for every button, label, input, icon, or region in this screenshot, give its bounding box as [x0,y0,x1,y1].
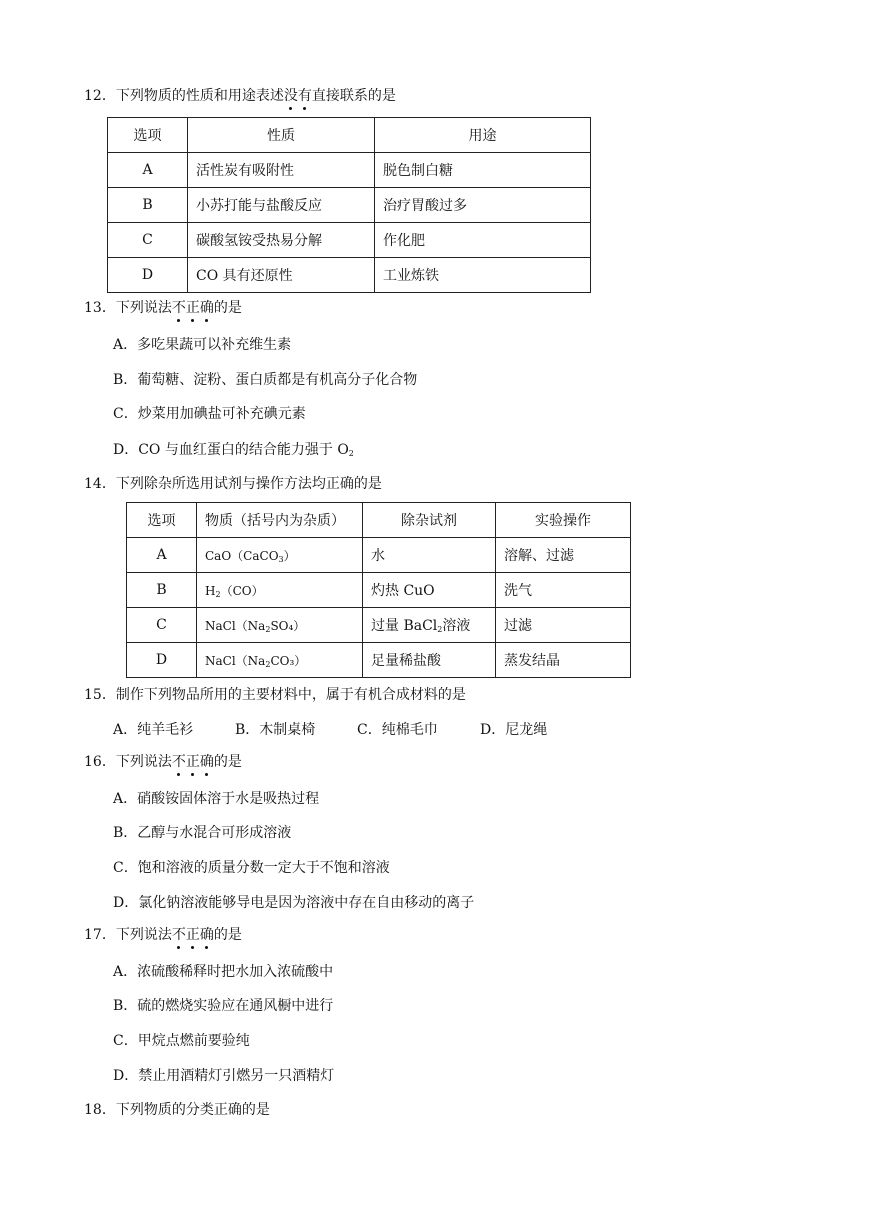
table-row [127,643,631,678]
table-cell: 小苏打能与盐酸反应 [188,188,375,223]
question-15-option-b: B．木制桌椅 [235,722,316,738]
question-13-stem: 13．下列说法不正确的是 [84,300,242,316]
table-header-cell: 实验操作 [496,503,631,538]
table-cell: 水 [363,538,496,573]
emphasis-char: 正 [185,300,200,316]
table-row [127,538,631,573]
emphasis-char: 确 [199,754,214,770]
table-header-cell: 选项 [127,503,197,538]
question-17-option-c: C．甲烷点燃前要验纯 [113,1033,250,1049]
table-header-row [108,118,591,153]
question-13-option-c: C．炒菜用加碘盐可补充碘元素 [113,406,306,422]
table-cell: $NaCl(Na_2CO_3)$ [197,643,363,678]
question-16-option-a: A．硝酸铵固体溶于水是吸热过程 [113,791,320,807]
table-header-cell: 用途 [375,118,591,153]
table-row [108,153,591,188]
table-cell: D [127,643,197,678]
question-14-table [126,502,631,678]
emphasis-char: 确 [199,927,214,943]
table-cell: 溶解、过滤 [496,538,631,573]
table-cell: 过滤 [496,608,631,643]
question-15-option-c: C．纯棉毛巾 [357,722,438,738]
table-row [108,223,591,258]
table-row [127,573,631,608]
table-header-cell: 除杂试剂 [363,503,496,538]
question-17-stem: 17．下列说法不正确的是 [84,927,242,943]
table-cell: C [108,223,188,258]
question-17-option-b: B．硫的燃烧实验应在通风橱中进行 [113,998,334,1014]
question-15-option-a: A．纯羊毛衫 [113,722,194,738]
table-cell: A [127,538,197,573]
table-cell: 洗气 [496,573,631,608]
table-cell: B [127,573,197,608]
question-15-options [113,720,547,740]
emphasis-char: 没 [283,88,298,104]
table-cell: 足量稀盐酸 [363,643,496,678]
emphasis-char: 有 [297,88,312,104]
question-17-option-a: A．浓硫酸稀释时把水加入浓硫酸中 [113,964,334,980]
table-cell: B [108,188,188,223]
table-cell: A [108,153,188,188]
question-18-stem: 18．下列物质的分类正确的是 [84,1102,270,1118]
table-header-cell: 物质（括号内为杂质） [197,503,363,538]
table-header-cell: 性质 [188,118,375,153]
question-13-option-d: D．CO 与血红蛋白的结合能力强于 $O_2$ [113,442,354,458]
table-cell: 过量 BaCl$_2$溶液 [363,608,496,643]
emphasis-char: 正 [185,927,200,943]
table-cell: 脱色制白糖 [375,153,591,188]
table-cell: 蒸发结晶 [496,643,631,678]
table-cell: 工业炼铁 [375,258,591,293]
emphasis-char: 不 [171,927,186,943]
question-15-stem: 15．制作下列物品所用的主要材料中，属于有机合成材料的是 [84,687,466,703]
table-cell: 灼热 CuO [363,573,496,608]
table-cell: CaO（CaCO$_3$） [197,538,363,573]
question-15-option-d: D．尼龙绳 [480,722,548,738]
question-13-option-a: A．多吃果蔬可以补充维生素 [113,337,292,353]
table-cell: CO 具有还原性 [188,258,375,293]
question-16-option-b: B．乙醇与水混合可形成溶液 [113,825,292,841]
emphasis-char: 不 [171,300,186,316]
table-cell: 治疗胃酸过多 [375,188,591,223]
table-cell: $H_2(CO)$ [197,573,363,608]
table-row [127,608,631,643]
question-12-stem: 12．下列物质的性质和用途表述没有直接联系的是 [84,88,396,104]
table-row [108,258,591,293]
table-cell: 活性炭有吸附性 [188,153,375,188]
table-cell: 作化肥 [375,223,591,258]
table-cell: 碳酸氢铵受热易分解 [188,223,375,258]
question-16-option-d: D．氯化钠溶液能够导电是因为溶液中存在自由移动的离子 [113,895,475,911]
emphasis-char: 确 [199,300,214,316]
table-header-row [127,503,631,538]
table-cell: $NaCl(Na_2SO_4)$ [197,608,363,643]
question-14-stem: 14．下列除杂所选用试剂与操作方法均正确的是 [84,476,382,492]
emphasis-char: 不 [171,754,186,770]
question-12-table [107,117,591,293]
table-cell: C [127,608,197,643]
table-cell: D [108,258,188,293]
table-header-cell: 选项 [108,118,188,153]
question-17-option-d: D．禁止用酒精灯引燃另一只酒精灯 [113,1068,335,1084]
table-row [108,188,591,223]
emphasis-char: 正 [185,754,200,770]
question-13-option-b: B．葡萄糖、淀粉、蛋白质都是有机高分子化合物 [113,372,418,388]
question-16-stem: 16．下列说法不正确的是 [84,754,242,770]
question-16-option-c: C．饱和溶液的质量分数一定大于不饱和溶液 [113,860,390,876]
